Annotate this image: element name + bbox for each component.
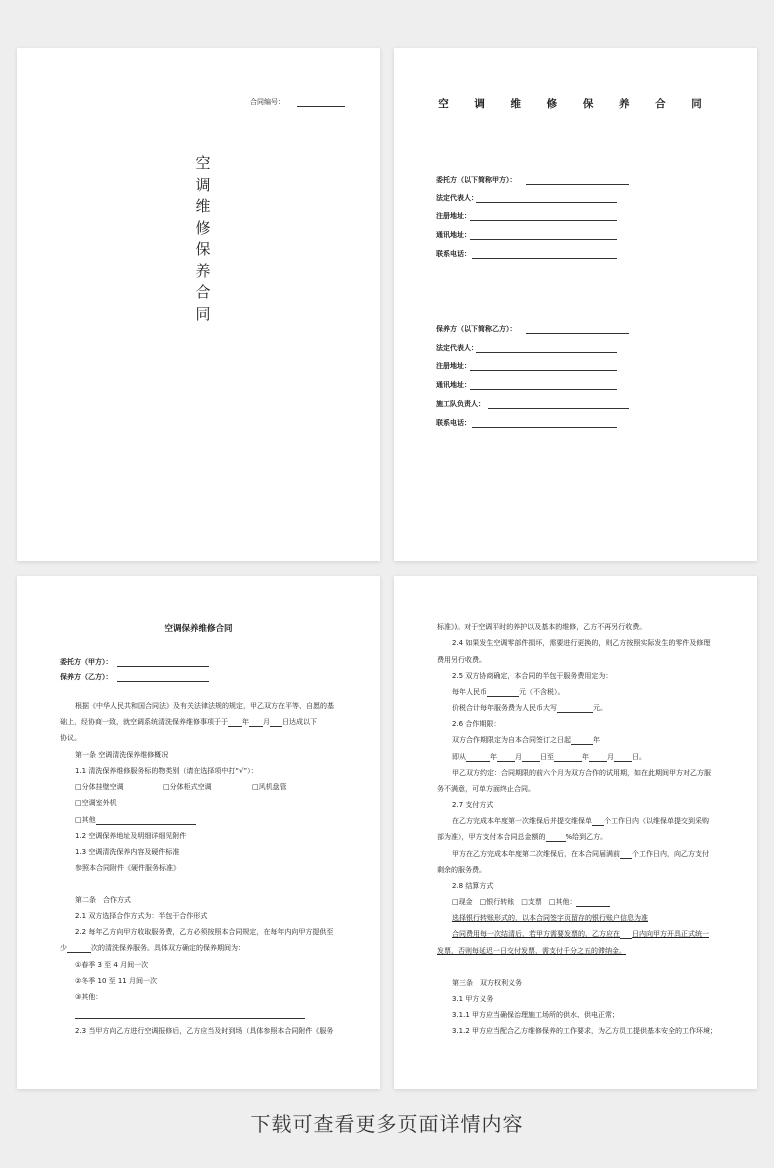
- clause-line: 2.4 如果发生空调零部件损坏，需要进行更换的，则乙方按照实际发生的零件及修理: [452, 639, 711, 647]
- clause-line: 2.2 每年乙方向甲方收取服务费，乙方必须按照本合同规定，在每年内向甲方提供至: [75, 928, 334, 936]
- contract-continued-page: [394, 576, 757, 1089]
- clause-line: 费用另行收费。: [437, 656, 486, 664]
- clause-line: 少 次的清洗保养服务。具体双方确定的保养期间为：: [60, 944, 245, 952]
- party-b-field: 保养方（以下简称乙方）：: [436, 324, 517, 334]
- clause-line: 2.6 合作期限：: [452, 720, 501, 728]
- clause-line: 甲方在乙方完成本年度第二次维保后，在本合同届满前 个工作日内，向乙方支付: [452, 850, 709, 858]
- title-char: 合: [195, 283, 211, 301]
- option-item: □分体挂壁空调: [75, 783, 124, 791]
- clause-line: 3.1.2 甲方应当配合乙方维修保养的工作要求，为乙方员工提供基本安全的工作环境；: [452, 1027, 718, 1035]
- clause-line: 每年人民币 元（不含税）。: [452, 688, 565, 696]
- option-item: □其他: [75, 816, 196, 825]
- clause-line: 2.5 双方协商确定，本合同的半包干服务费用定为：: [452, 672, 613, 680]
- clause-line: 2.1 双方选择合作方式为：半包干合作形式: [75, 912, 208, 920]
- option-item: □分体柜式空调: [163, 783, 212, 791]
- period-item: ①春季 3 至 4 月间一次: [75, 961, 149, 969]
- clause-line: 价税合计每年服务费为人民币大写 元。: [452, 704, 607, 712]
- party-a-field: 委托方（以下简称甲方）：: [436, 175, 517, 185]
- article-heading: 第三条 双方权利义务: [452, 979, 522, 987]
- clause-line: 参照本合同附件《硬件服务标准》: [75, 864, 180, 872]
- article-heading: 第一条 空调清洗保养维修概况: [75, 751, 169, 759]
- contract-body-page: [17, 576, 380, 1089]
- title-char: 修: [195, 218, 211, 237]
- title-char: 同: [195, 304, 211, 323]
- clause-line: 1.2 空调保养地址及明细详细见附件: [75, 832, 187, 840]
- phone-field: 联系电话：: [436, 249, 471, 259]
- clause-line: 双方合作期限定为自本合同签订之日起 年: [452, 736, 600, 744]
- clause-line: 3.1.1 甲方应当确保治理施工场所的供水、供电正常；: [452, 1011, 620, 1019]
- clause-line: 在乙方完成本年度第一次维保后并提交维保单 个工作日内（以维保单提交到采购: [452, 817, 709, 825]
- contract-no-blank: [297, 98, 345, 107]
- clause-line: 标准》)。对于空调平时的养护以及基本的维修，乙方不再另行收费。: [437, 623, 647, 631]
- title-char: 调: [195, 175, 211, 194]
- party-a-line: 委托方（甲方）：: [60, 658, 209, 667]
- reg-address-field: 注册地址：: [436, 211, 471, 221]
- cover-page: [17, 48, 380, 561]
- option-item: □空调室外机: [75, 799, 117, 807]
- title-char: 保: [195, 240, 211, 258]
- clause-line: 1.3 空调清洗保养内容及硬件标准: [75, 848, 180, 856]
- clause-line: 剩余的服务费。: [437, 866, 486, 874]
- contract-title: 空调保养维修合同: [164, 624, 233, 634]
- mail-address-field: 通讯地址：: [436, 230, 471, 240]
- period-item: ②冬季 10 至 11 月间一次: [75, 977, 157, 985]
- intro-line: 协议。: [60, 734, 81, 742]
- vertical-title: [193, 153, 213, 325]
- mail-address-field: 通讯地址：: [436, 380, 471, 390]
- intro-line: 础上，经协商一致，就空调系统清洗保养维修事项于于 年 月 日达成以下: [60, 718, 317, 726]
- clause-line: 发票，否则每延迟一日交付发票，需支付千分之五的滞纳金。: [437, 947, 626, 955]
- blank-line: [75, 1018, 305, 1019]
- clause-line: 务不满意，可单方面终止合同。: [437, 785, 535, 793]
- clause-line: 1.1 清洗保养维修服务标的物类别（请在选择项中打“√”）：: [75, 767, 258, 775]
- intro-line: 根据《中华人民共和国合同法》及有关法律法规的规定，甲乙双方在平等、自愿的基: [75, 702, 334, 710]
- clause-line: 合同费用每一次结清后，若甲方需要发票的，乙方应在 日内向甲方开具正式统一: [452, 930, 709, 938]
- title-char: 维: [195, 197, 211, 215]
- download-hint: 下载可查看更多页面详情内容: [250, 1112, 524, 1136]
- article-heading: 第二条 合作方式: [75, 896, 131, 904]
- legal-rep-field: 法定代表人：: [436, 343, 478, 353]
- clause-line: 3.1 甲方义务: [452, 995, 494, 1003]
- reg-address-field: 注册地址：: [436, 361, 471, 371]
- page-title: 空 调 维 修 保 养 合 同: [438, 98, 713, 110]
- crew-leader-field: 施工队负责人：: [436, 399, 485, 409]
- payment-options: □现金 □银行转账 □支票 □其他：: [452, 898, 610, 907]
- phone-field: 联系电话：: [436, 418, 471, 428]
- legal-rep-field: 法定代表人：: [436, 193, 478, 203]
- clause-line: 2.8 结算方式: [452, 882, 494, 890]
- clause-line: 部为准），甲方支付本合同总金额的 %给到乙方。: [437, 833, 608, 841]
- clause-line: 2.7 支付方式: [452, 801, 494, 809]
- party-b-line: 保养方（乙方）：: [60, 673, 209, 682]
- clause-line: 2.3 当甲方向乙方进行空调报修后，乙方应当及时到场（具体参照本合同附件《服务: [75, 1027, 334, 1035]
- title-char: 养: [195, 261, 211, 280]
- clause-line: 甲乙双方约定：合同期限的前六个月为双方合作的试用期，如在此期间甲方对乙方服: [452, 769, 711, 777]
- option-item: □风机盘管: [252, 783, 287, 791]
- clause-line: 即从 年 月 日至 年 月 日。: [452, 753, 646, 761]
- period-item: ③其他：: [75, 993, 103, 1001]
- contract-no: [250, 98, 345, 107]
- title-char: 空: [195, 154, 211, 172]
- parties-page: [394, 48, 757, 561]
- clause-line: 选择银行转账形式的，以本合同签字页留存的银行账户信息为准: [452, 914, 648, 922]
- contract-no-label: 合同编号：: [250, 98, 285, 106]
